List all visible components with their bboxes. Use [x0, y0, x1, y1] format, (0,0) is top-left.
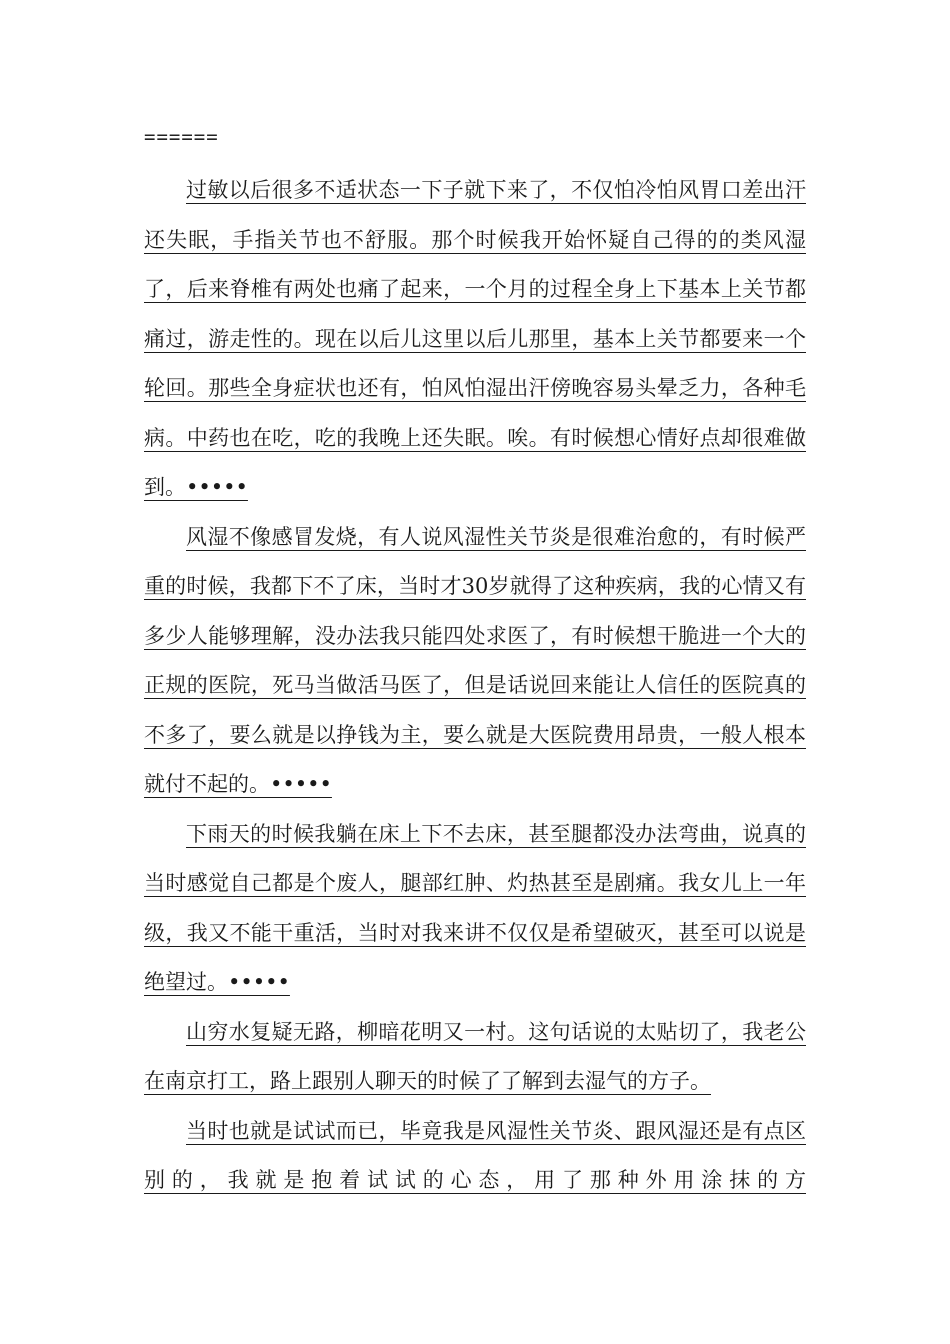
paragraph-5-text: 当时也就是试试而已，毕竟我是风湿性关节炎、跟风湿还是有点区别的，我就是抱着试试的心态，用了那种外用涂抹的方 [144, 1118, 806, 1192]
paragraph-2 [144, 513, 806, 810]
document-body [144, 166, 806, 1206]
paragraph-1 [144, 166, 806, 513]
paragraph-4 [144, 1008, 806, 1107]
paragraph-1-text: 过敏以后很多不适状态一下子就下来了，不仅怕冷怕风胃口差出汗还失眠，手指关节也不舒服。那个时候我开始怀疑自己得的的类风湿了，后来脊椎有两处也痛了起来，一个月的过程全身上下基本上关节都痛过，游走性的。现在以后儿这里以后儿那里，基本上关节都要来一个轮回。那些全身症状也还有，怕风怕湿出汗傍晚容易头晕乏力，各种毛病。中药也在吃，吃的我晚上还失眠。唉。有时候想心情好点却很难做到。••••• [144, 178, 806, 499]
paragraph-2-text: 风湿不像感冒发烧，有人说风湿性关节炎是很难治愈的，有时候严重的时候，我都下不了床，当时才30岁就得了这种疾病，我的心情又有多少人能够理解，没办法我只能四处求医了，有时候想干脆进一个大的正规的医院，死马当做活马医了，但是话说回来能让人信任的医院真的不多了，要么就是以挣钱为主，要么就是大医院费用昂贵，一般人根本就付不起的。••••• [144, 524, 806, 796]
paragraph-3-text: 下雨天的时候我躺在床上下不去床，甚至腿都没办法弯曲，说真的当时感觉自己都是个废人，腿部红肿、灼热甚至是剧痛。我女儿上一年级，我又不能干重活，当时对我来讲不仅仅是希望破灭，甚至可以说是绝望过。••••• [144, 821, 806, 994]
paragraph-4-text: 山穷水复疑无路，柳暗花明又一村。这句话说的太贴切了，我老公在南京打工，路上跟别人聊天的时候了了解到去湿气的方子。 [144, 1019, 806, 1093]
paragraph-3 [144, 810, 806, 1008]
paragraph-5 [144, 1107, 806, 1206]
separator-line: ====== [144, 126, 219, 148]
